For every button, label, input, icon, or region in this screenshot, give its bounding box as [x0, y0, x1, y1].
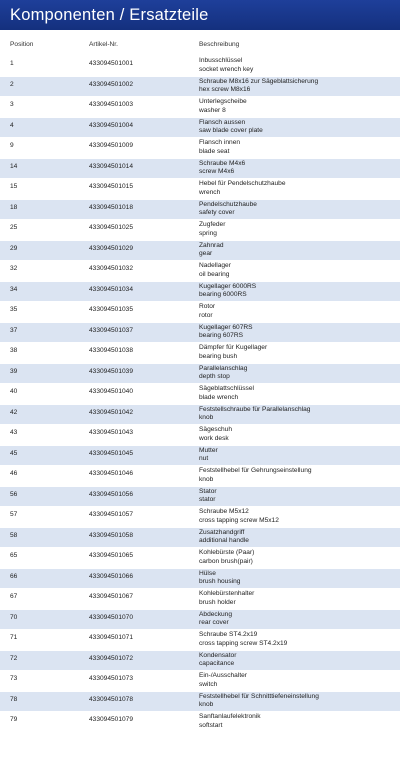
- position-cell: 79: [10, 716, 18, 723]
- description-cell: [199, 160, 245, 177]
- position-cell: 73: [10, 675, 18, 682]
- description-english: washer 8: [199, 106, 226, 114]
- description-english: brush housing: [199, 578, 241, 586]
- article-number-cell: 433094501004: [89, 121, 134, 129]
- table-row: [0, 118, 400, 139]
- article-number-cell: 433094501002: [89, 80, 134, 88]
- table-row: [0, 56, 400, 77]
- article-number-cell: 433094501066: [89, 572, 134, 580]
- column-header-description: Beschreibung: [199, 41, 240, 48]
- description-english: bearing 6000RS: [199, 291, 247, 299]
- description-german: Flansch innen: [199, 139, 241, 146]
- table-row: [0, 589, 400, 610]
- position-cell: 35: [10, 306, 18, 313]
- position-cell: 9: [10, 142, 14, 149]
- position-cell: 40: [10, 388, 18, 395]
- article-number-cell: 433094501035: [89, 306, 134, 313]
- description-german: Sägeblattschlüssel: [199, 385, 254, 392]
- article-number-cell: 433094501071: [89, 634, 134, 641]
- column-header-position: Position: [10, 41, 34, 48]
- description-english: spring: [199, 229, 217, 237]
- description-english: cross tapping screw ST4.2x19: [199, 639, 288, 647]
- position-cell: 42: [10, 408, 18, 416]
- article-number-cell: 433094501078: [89, 695, 134, 703]
- description-german: Mutter: [199, 446, 218, 454]
- article-number-cell: 433094501067: [89, 593, 134, 600]
- description-german: Kohlebürste (Paar): [199, 549, 255, 556]
- position-cell: 34: [10, 285, 18, 293]
- table-row: [0, 364, 400, 385]
- description-cell: [199, 365, 247, 382]
- description-german: Sägeschuh: [199, 426, 232, 433]
- description-cell: [199, 693, 319, 710]
- description-english: cross tapping screw M5x12: [199, 516, 279, 524]
- position-cell: 58: [10, 531, 18, 539]
- table-row: [0, 302, 400, 323]
- table-row: [0, 220, 400, 241]
- description-cell: [199, 180, 286, 197]
- article-number-cell: 433094501045: [89, 449, 134, 457]
- description-german: Flansch aussen: [199, 118, 246, 126]
- article-number-cell: 433094501070: [89, 613, 134, 621]
- description-german: Unterlegscheibe: [199, 98, 247, 105]
- description-cell: [199, 529, 249, 546]
- position-cell: 78: [10, 695, 18, 703]
- description-cell: [199, 324, 253, 341]
- description-english: nut: [199, 455, 209, 463]
- description-cell: [199, 98, 247, 115]
- description-english: rotor: [199, 311, 213, 319]
- description-english: knob: [199, 475, 214, 483]
- table-row: [0, 282, 400, 303]
- description-german: Inbusschlüssel: [199, 57, 243, 64]
- table-row: [0, 425, 400, 446]
- table-row: [0, 405, 400, 426]
- table-row: [0, 200, 400, 221]
- description-german: Hebel für Pendelschutzhaube: [199, 180, 286, 187]
- description-cell: [199, 406, 310, 423]
- article-number-cell: 433094501072: [89, 654, 134, 662]
- position-cell: 43: [10, 429, 18, 436]
- description-cell: [199, 570, 240, 587]
- article-number-cell: 433094501039: [89, 367, 134, 375]
- description-english: knob: [199, 701, 214, 709]
- article-number-cell: 433094501058: [89, 531, 134, 539]
- description-english: bearing bush: [199, 352, 238, 360]
- description-cell: [199, 611, 232, 628]
- description-english: switch: [199, 680, 218, 688]
- table-header: [0, 41, 400, 53]
- position-cell: 1: [10, 60, 14, 67]
- description-english: bearing 607RS: [199, 332, 243, 340]
- description-cell: [199, 590, 254, 607]
- position-cell: 15: [10, 183, 18, 190]
- table-row: [0, 323, 400, 344]
- description-english: gear: [199, 250, 213, 258]
- description-english: softstart: [199, 721, 223, 729]
- description-cell: [199, 426, 232, 443]
- article-number-cell: 433094501043: [89, 429, 134, 436]
- description-english: hex screw M8x16: [199, 86, 251, 94]
- position-cell: 38: [10, 347, 18, 354]
- description-german: Kohlebürstenhalter: [199, 590, 255, 597]
- table-row: [0, 630, 400, 651]
- description-cell: [199, 549, 254, 566]
- position-cell: 2: [10, 80, 14, 88]
- description-cell: [199, 488, 217, 505]
- description-english: brush holder: [199, 598, 236, 606]
- article-number-cell: 433094501042: [89, 408, 134, 416]
- description-english: depth stop: [199, 373, 230, 381]
- description-german: Zusatzhandgriff: [199, 528, 245, 536]
- description-cell: [199, 713, 261, 730]
- position-cell: 70: [10, 613, 18, 621]
- page-title: Komponenten / Ersatzteile: [10, 6, 209, 24]
- description-german: Feststellhebel für Schnitttiefeneinstellung: [199, 692, 319, 700]
- table-row: [0, 138, 400, 159]
- position-cell: 3: [10, 101, 14, 108]
- article-number-cell: 433094501079: [89, 716, 134, 723]
- description-cell: [199, 631, 287, 648]
- table-row: [0, 97, 400, 118]
- description-german: Schraube M8x16 zur Sägeblattsicherung: [199, 77, 319, 85]
- article-number-cell: 433094501029: [89, 244, 134, 252]
- table-row: [0, 261, 400, 282]
- table-row: [0, 569, 400, 590]
- description-english: additional handle: [199, 537, 249, 545]
- position-cell: 57: [10, 511, 18, 518]
- description-german: Stator: [199, 487, 217, 495]
- article-number-cell: 433094501025: [89, 224, 134, 231]
- article-number-cell: 433094501032: [89, 265, 134, 272]
- description-german: Kugellager 607RS: [199, 323, 253, 331]
- table-row: [0, 384, 400, 405]
- table-row: [0, 77, 400, 98]
- table-row: [0, 528, 400, 549]
- position-cell: 67: [10, 593, 18, 600]
- article-number-cell: 433094501073: [89, 675, 134, 682]
- position-cell: 39: [10, 367, 18, 375]
- position-cell: 72: [10, 654, 18, 662]
- table-row: [0, 466, 400, 487]
- description-english: socket wrench key: [199, 65, 254, 73]
- position-cell: 32: [10, 265, 18, 272]
- description-english: wrench: [199, 188, 221, 196]
- table-row: [0, 671, 400, 692]
- description-german: Zugfeder: [199, 221, 226, 228]
- article-number-cell: 433094501015: [89, 183, 134, 190]
- description-german: Kugellager 6000RS: [199, 282, 257, 290]
- description-cell: [199, 467, 312, 484]
- description-german: Nadellager: [199, 262, 231, 269]
- article-number-cell: 433094501003: [89, 101, 134, 108]
- position-cell: 29: [10, 244, 18, 252]
- description-cell: [199, 447, 218, 464]
- description-cell: [199, 262, 231, 279]
- description-german: Kondensator: [199, 651, 237, 659]
- article-number-cell: 433094501046: [89, 470, 134, 477]
- description-english: rear cover: [199, 619, 229, 627]
- column-header-article: Artikel-Nr.: [89, 41, 118, 48]
- description-german: Pendelschutzhaube: [199, 200, 257, 208]
- article-number-cell: 433094501014: [89, 162, 134, 170]
- position-cell: 56: [10, 490, 18, 498]
- description-english: work desk: [199, 434, 229, 442]
- description-cell: [199, 344, 267, 361]
- description-english: blade wrench: [199, 393, 239, 401]
- position-cell: 18: [10, 203, 18, 211]
- table-row: [0, 159, 400, 180]
- description-cell: [199, 119, 263, 136]
- description-german: Hülse: [199, 569, 216, 577]
- article-number-cell: 433094501037: [89, 326, 134, 334]
- description-cell: [199, 508, 279, 525]
- position-cell: 37: [10, 326, 18, 334]
- description-cell: [199, 242, 224, 259]
- position-cell: 46: [10, 470, 18, 477]
- article-number-cell: 433094501001: [89, 60, 134, 67]
- description-german: Feststellhebel für Gehrungseinstellung: [199, 467, 312, 474]
- table-row: [0, 548, 400, 569]
- description-cell: [199, 672, 247, 689]
- position-cell: 65: [10, 552, 18, 559]
- description-cell: [199, 78, 318, 95]
- description-german: Rotor: [199, 303, 216, 310]
- description-cell: [199, 385, 254, 402]
- table-row: [0, 610, 400, 631]
- article-number-cell: 433094501038: [89, 347, 134, 354]
- article-number-cell: 433094501009: [89, 142, 134, 149]
- table-row: [0, 446, 400, 467]
- description-english: carbon brush(pair): [199, 557, 253, 565]
- description-german: Schraube M5x12: [199, 508, 249, 515]
- table-row: [0, 651, 400, 672]
- table-row: [0, 487, 400, 508]
- description-german: Ein-/Ausschalter: [199, 672, 248, 679]
- description-german: Dämpfer für Kugellager: [199, 344, 268, 351]
- description-english: stator: [199, 496, 216, 504]
- description-english: capacitance: [199, 660, 235, 668]
- description-cell: [199, 283, 256, 300]
- table-row: [0, 507, 400, 528]
- article-number-cell: 433094501065: [89, 552, 134, 559]
- table-row: [0, 179, 400, 200]
- description-german: Schraube ST4.2x19: [199, 631, 258, 638]
- article-number-cell: 433094501018: [89, 203, 134, 211]
- description-cell: [199, 139, 240, 156]
- article-number-cell: 433094501057: [89, 511, 134, 518]
- description-cell: [199, 201, 257, 218]
- description-german: Feststellschraube für Parallelanschlag: [199, 405, 311, 413]
- table-row: [0, 241, 400, 262]
- description-german: Schraube M4x6: [199, 159, 246, 167]
- table-row: [0, 692, 400, 713]
- position-cell: 66: [10, 572, 18, 580]
- description-english: safety cover: [199, 209, 235, 217]
- table-row: [0, 712, 400, 733]
- description-english: knob: [199, 414, 214, 422]
- description-cell: [199, 221, 225, 238]
- description-german: Abdeckung: [199, 610, 232, 618]
- description-cell: [199, 303, 215, 320]
- description-german: Parallelanschlag: [199, 364, 248, 372]
- description-english: blade seat: [199, 147, 230, 155]
- parts-table: [0, 56, 400, 733]
- description-cell: [199, 652, 236, 669]
- position-cell: 4: [10, 121, 14, 129]
- article-number-cell: 433094501056: [89, 490, 134, 498]
- description-english: screw M4x6: [199, 168, 235, 176]
- position-cell: 25: [10, 224, 18, 231]
- article-number-cell: 433094501034: [89, 285, 134, 293]
- position-cell: 45: [10, 449, 18, 457]
- position-cell: 14: [10, 162, 18, 170]
- page-header: [0, 0, 400, 30]
- description-cell: [199, 57, 253, 74]
- article-number-cell: 433094501040: [89, 388, 134, 395]
- description-english: oil bearing: [199, 270, 230, 278]
- description-german: Zahnrad: [199, 241, 224, 249]
- table-row: [0, 343, 400, 364]
- description-german: Sanftanlaufelektronik: [199, 713, 261, 720]
- position-cell: 71: [10, 634, 18, 641]
- description-english: saw blade cover plate: [199, 127, 263, 135]
